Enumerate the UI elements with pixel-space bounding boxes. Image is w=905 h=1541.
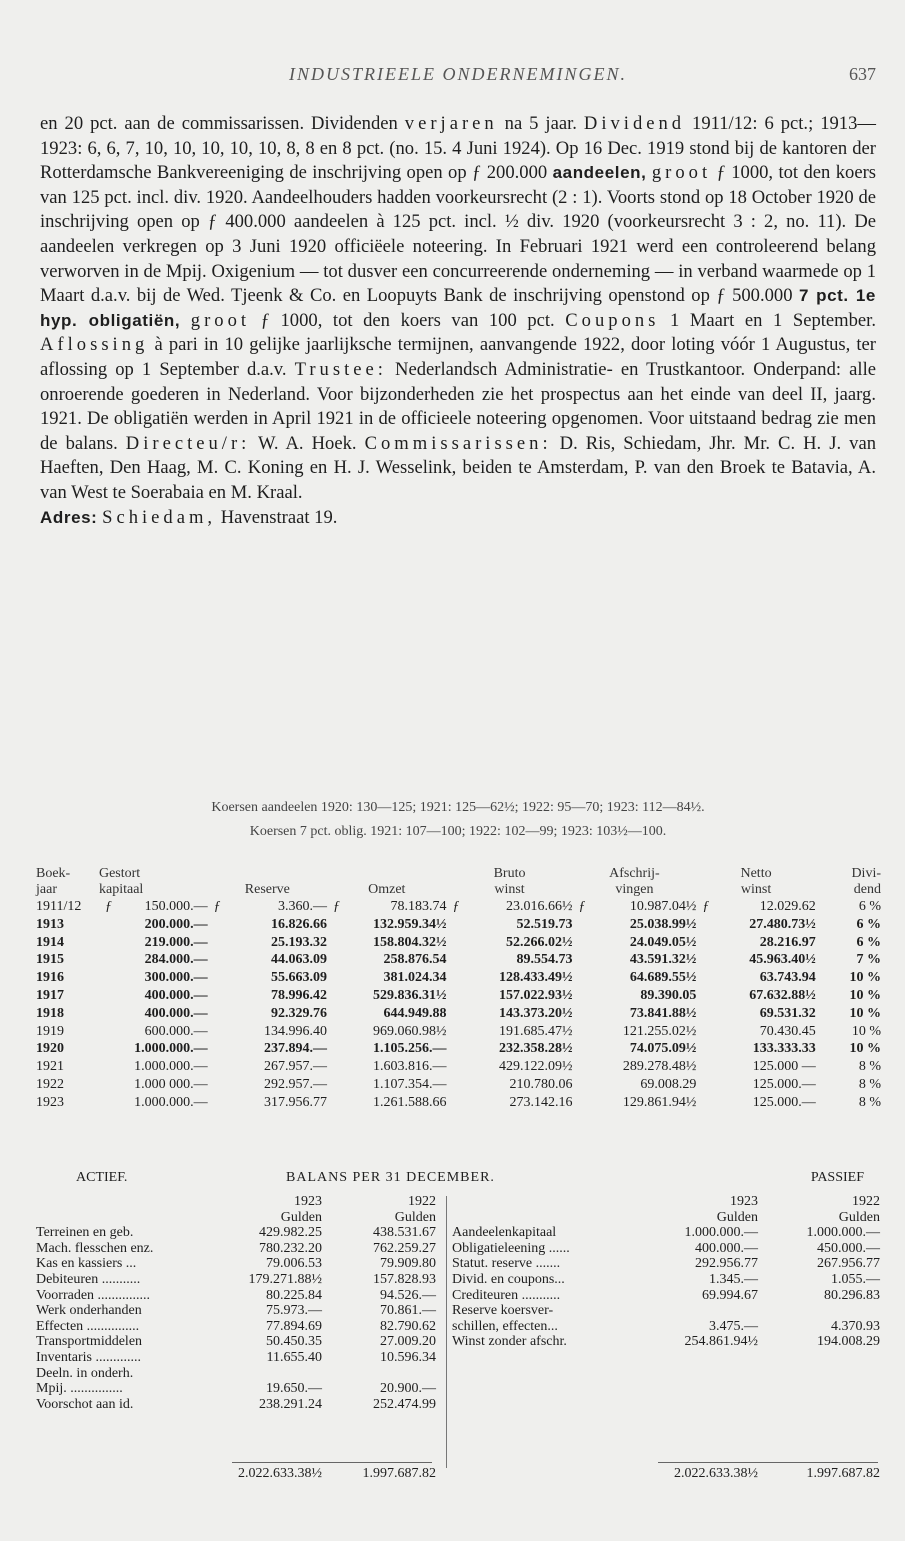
col-header-dividend: Divi- dend [851,866,881,897]
cell-florin-sign [573,1005,593,1023]
table-cell: 25.193.32 [271,934,328,950]
balance-value-1922: 450.000.— [817,1240,880,1256]
balance-value-1922: 762.259.27 [373,1240,436,1256]
table-cell: 8 % [858,1094,881,1110]
cell-florin-sign [208,1005,228,1023]
cell-florin-sign [696,1058,716,1076]
cell-florin-sign [573,934,593,952]
results-table [36,866,881,1112]
table-cell: 69.008.29 [640,1076,697,1092]
balance-value-1923: 179.271.88½ [248,1271,322,1287]
table-row [36,987,881,1005]
balance-value-1923: 238.291.24 [259,1396,322,1412]
col-header-boekjaar: Boek- jaar [36,866,71,897]
table-cell: 24.049.05½ [629,934,697,950]
table-cell: 300.000.— [144,970,208,986]
cell-boekjaar: 1914 [36,934,64,950]
table-cell: 158.804.32½ [373,934,447,950]
table-cell: 44.063.09 [271,952,328,968]
cell-florin-sign [327,1076,347,1094]
balance-value-1922: 1.055.— [831,1271,880,1287]
table-cell: 7 % [856,952,881,968]
balance-label: Obligatieleening ...... [452,1240,570,1256]
balance-value-1923: 19.650.— [266,1381,322,1397]
total-rule-passief [658,1462,878,1463]
table-cell: 317.956.77 [264,1094,328,1110]
table-cell: 6 % [856,934,881,950]
cell-florin-sign [327,969,347,987]
cell-florin-sign [327,1040,347,1058]
table-row [36,1076,881,1094]
table-cell: 134.996.40 [264,1023,328,1039]
cell-florin-sign [208,969,228,987]
table-cell: 128.433.49½ [499,970,573,986]
table-cell: 10 % [849,970,881,986]
balance-row [452,1272,880,1288]
table-cell: 600.000.— [144,1023,208,1039]
cell-florin-sign [573,987,593,1005]
balance-value-1922: 252.474.99 [373,1396,436,1412]
cell-florin-sign [447,934,467,952]
balance-title: BALANS PER 31 DECEMBER. [286,1170,495,1185]
table-cell: 125.000 — [752,1059,816,1075]
col-header-afschrijvingen: Afschrij- vingen [609,866,660,897]
balance-value-1923: 780.232.20 [259,1240,322,1256]
balance-value-1922: 20.900.— [380,1381,436,1397]
table-cell: 232.358.28½ [499,1041,573,1057]
balance-row [36,1350,436,1366]
cell-florin-sign [447,969,467,987]
cell-florin-sign [208,1040,228,1058]
table-cell: 125.000.— [752,1076,816,1092]
balance-row [452,1334,880,1350]
table-row [36,1005,881,1023]
balance-label: Inventaris ............. [36,1349,141,1365]
table-cell: 69.531.32 [759,1005,816,1021]
cell-florin-sign [208,987,228,1005]
cell-florin-sign [99,934,119,952]
balance-row [452,1241,880,1257]
cell-florin-sign [327,1005,347,1023]
balance-value-1922: 10.596.34 [380,1349,436,1365]
cell-florin-sign: ƒ [213,899,221,914]
cell-florin-sign: ƒ [702,899,710,914]
table-cell: 73.841.88½ [629,1005,697,1021]
cell-boekjaar: 1913 [36,916,64,932]
cell-florin-sign [327,1058,347,1076]
balance-value-1923: 1.345.— [709,1271,758,1287]
cell-florin-sign [447,1076,467,1094]
table-cell: 10 % [849,987,881,1003]
koersen-obligaties: Koersen 7 pct. oblig. 1921: 107—100; 1922: 102—99; 1923: 103½—100. [249,824,667,839]
table-cell: 6 % [856,916,881,932]
cell-florin-sign [208,1058,228,1076]
cell-florin-sign [208,1076,228,1094]
balance-value-1923: 50.450.35 [266,1334,322,1350]
cell-florin-sign: ƒ [333,899,341,914]
cell-florin-sign [696,1076,716,1094]
balance-value-1922: 79.909.80 [380,1256,436,1272]
col-header-reserve: Reserve [244,882,290,897]
company-description [40,112,876,530]
balance-value-1923: 1.000.000.— [684,1225,758,1241]
passief-label: PASSIEF [810,1170,864,1185]
cell-boekjaar: 1920 [36,1041,64,1057]
balance-row [36,1303,436,1319]
cell-florin-sign [573,1058,593,1076]
cell-florin-sign [327,1094,347,1112]
cell-florin-sign [447,987,467,1005]
table-cell: 78.996.42 [271,987,328,1003]
table-cell: 200.000.— [144,916,208,932]
cell-florin-sign [696,1094,716,1112]
balance-label: Winst zonder afschr. [452,1334,567,1350]
balance-value-1922: 157.828.93 [373,1271,436,1287]
balance-row [36,1288,436,1304]
table-cell: 92.329.76 [271,1005,328,1021]
cell-florin-sign [208,1023,228,1041]
table-cell: 289.278.48½ [622,1059,697,1075]
cell-florin-sign [327,916,347,934]
table-cell: 258.876.54 [383,952,447,968]
table-cell: 121.255.02½ [622,1023,697,1039]
cell-florin-sign [447,951,467,969]
obligatien-heading: 7 pct. 1e hyp. obligatiën, [40,286,876,330]
balance-value-1922: 4.370.93 [831,1318,880,1334]
cell-florin-sign [99,1094,119,1112]
table-cell: 52.266.02½ [506,934,573,950]
cell-florin-sign [447,1040,467,1058]
table-cell: 210.780.06 [509,1076,573,1092]
balance-value-1922: 94.526.— [380,1287,436,1303]
balance-value-1923: 400.000.— [695,1240,758,1256]
table-row [36,969,881,987]
table-cell: 125.000.— [752,1094,816,1110]
cell-florin-sign [99,1005,119,1023]
table-cell: 1.000.000.— [134,1059,208,1075]
cell-boekjaar: 1917 [36,987,64,1003]
balance-label: Werk onderhanden [36,1303,142,1319]
balance-row [452,1319,880,1335]
unit-header-row: Gulden Gulden [280,1209,436,1225]
table-cell: 132.959.34½ [373,916,447,932]
table-cell: 25.038.99½ [629,916,697,932]
balance-label: Statut. reserve ....... [452,1256,561,1272]
table-cell: 429.122.09½ [499,1059,573,1075]
cell-florin-sign [327,934,347,952]
balance-row [36,1241,436,1257]
balance-label: Divid. en coupons... [452,1271,565,1287]
table-row [36,934,881,952]
cell-florin-sign [696,1005,716,1023]
table-cell: 150.000.— [144,899,208,914]
cell-florin-sign [99,916,119,934]
table-cell: 1.000 000.— [134,1076,208,1092]
table-cell: 400.000.— [144,1005,208,1021]
cell-florin-sign [208,951,228,969]
cell-florin-sign [327,951,347,969]
table-cell: 1.603.816.— [373,1059,447,1075]
cell-boekjaar: 1915 [36,952,64,968]
page-number: 637 [849,64,876,84]
table-cell: 52.519.73 [516,916,573,932]
cell-florin-sign [327,987,347,1005]
balance-label: Voorraden ............... [36,1287,151,1303]
table-cell: 529.836.31½ [373,987,447,1003]
total-rule-actief [232,1462,432,1463]
cell-florin-sign [573,916,593,934]
cell-florin-sign [573,1094,593,1112]
cell-boekjaar: 1919 [36,1023,64,1039]
table-cell: 3.360.— [278,899,328,914]
col-header-omzet: Omzet [368,882,406,897]
table-cell: 1.000.000.— [134,1041,208,1057]
table-row [36,1023,881,1041]
table-cell: 16.826.66 [271,916,328,932]
cell-florin-sign [696,969,716,987]
table-cell: 12.029.62 [759,899,816,914]
col-header-netto: Netto winst [740,866,772,897]
cell-boekjaar: 1923 [36,1094,64,1110]
balance-value-1922: 1.000.000.— [806,1225,880,1241]
balance-value-1923: 69.994.67 [702,1287,758,1303]
table-cell: 89.554.73 [516,952,573,968]
year-header-row: 1923 1922 [294,1194,436,1209]
cell-boekjaar: 1921 [36,1059,64,1075]
table-row [36,1040,881,1058]
balance-label: Deeln. in onderh. [36,1365,134,1381]
table-cell: 644.949.88 [383,1005,447,1021]
total-actief: 2.022.633.38½ 1.997.687.82 [238,1466,436,1481]
balance-row [452,1225,880,1241]
table-cell: 400.000.— [144,987,208,1003]
balance-value-1922 [322,1366,436,1382]
cell-boekjaar: 1922 [36,1076,64,1092]
table-cell: 284.000.— [144,952,208,968]
table-cell: 74.075.09½ [629,1041,697,1057]
cell-florin-sign [327,1023,347,1041]
table-cell: 8 % [858,1076,881,1092]
table-cell: 45.963.40½ [749,952,816,968]
balance-row [36,1272,436,1288]
balance-value-1923: 11.655.40 [266,1349,322,1365]
unit-header-row: Gulden Gulden [716,1209,880,1225]
balance-value-1922: 70.861.— [380,1303,436,1319]
table-cell: 1.261.588.66 [373,1094,447,1110]
cell-florin-sign [696,934,716,952]
table-cell: 157.022.93½ [499,987,573,1003]
balance-value-1922: 27.009.20 [380,1334,436,1350]
cell-florin-sign [99,1076,119,1094]
table-cell: 10 % [849,1005,881,1021]
table-cell: 273.142.16 [509,1094,573,1110]
table-cell: 23.016.66½ [506,899,573,914]
koersen-aandeelen: Koersen aandeelen 1920: 130—125; 1921: 125—62½; 1922: 95—70; 1923: 112—84½. [211,800,705,815]
balance-row [36,1366,436,1382]
cell-florin-sign [696,916,716,934]
table-cell: 64.689.55½ [629,970,697,986]
table-cell: 381.024.34 [383,970,447,986]
balance-row [452,1303,880,1319]
table-row [36,916,881,934]
table-cell: 10.987.04½ [629,899,697,914]
table-cell: 133.333.33 [752,1041,816,1057]
cell-florin-sign [447,1094,467,1112]
balance-value-1922: 82.790.62 [380,1318,436,1334]
cell-florin-sign [573,1040,593,1058]
balance-row [36,1319,436,1335]
balance-value-1922 [758,1303,880,1319]
balance-label: Mpij. ............... [36,1381,123,1397]
balance-label: Aandeelenkapitaal [452,1225,557,1241]
running-header [40,64,876,92]
cell-florin-sign [573,951,593,969]
balance-value-1922: 438.531.67 [373,1225,436,1241]
table-cell: 27.480.73½ [749,916,816,932]
balance-row [36,1256,436,1272]
balance-label: Mach. flesschen enz. [36,1240,154,1256]
total-passief: 2.022.633.38½ 1.997.687.82 [674,1466,880,1481]
cell-florin-sign [573,1076,593,1094]
table-cell: 292.957.— [264,1076,328,1092]
column-divider [446,1196,447,1468]
cell-florin-sign [208,1094,228,1112]
table-row [36,1058,881,1076]
actief-label: ACTIEF. [76,1170,128,1185]
balance-label: Kas en kassiers ... [36,1256,137,1272]
balance-value-1923: 3.475.— [709,1318,758,1334]
table-cell: 237.894.— [264,1041,328,1057]
cell-florin-sign [573,1023,593,1041]
table-cell: 969.060.98½ [373,1023,447,1039]
balance-value-1923: 292.956.77 [695,1256,758,1272]
cell-florin-sign [447,916,467,934]
cell-florin-sign: ƒ [578,899,586,914]
balance-label: Transportmiddelen [36,1334,143,1350]
balance-value-1922: 80.296.83 [824,1287,880,1303]
cell-florin-sign [99,1040,119,1058]
table-cell: 10 % [849,1041,881,1057]
table-cell: 219.000.— [144,934,208,950]
table-header-row [36,866,881,898]
cell-florin-sign [99,969,119,987]
table-cell: 89.390.05 [640,987,697,1003]
table-cell: 143.373.20½ [499,1005,573,1021]
cell-florin-sign [99,987,119,1005]
table-cell: 1.105.256.— [373,1041,447,1057]
year-header-row: 1923 1922 [730,1194,880,1209]
address-label: Adres: [40,507,98,527]
cell-florin-sign [573,969,593,987]
col-header-kapitaal: Gestort kapitaal [98,866,144,897]
balance-value-1923: 77.894.69 [266,1318,322,1334]
table-cell: 67.632.88½ [749,987,816,1003]
balance-passief [452,1194,880,1350]
balance-row [36,1397,436,1413]
balance-label: Terreinen en geb. [36,1225,134,1241]
table-cell: 8 % [858,1059,881,1075]
table-row [36,898,881,916]
cell-florin-sign: ƒ [452,899,460,914]
cell-florin-sign [696,987,716,1005]
balance-actief [36,1194,436,1412]
balance-label: Crediteuren ........... [452,1287,561,1303]
balance-value-1923: 75.973.— [266,1303,322,1319]
balance-row [36,1225,436,1241]
table-cell: 70.430.45 [759,1023,816,1039]
balance-row [36,1334,436,1350]
table-cell: 267.957.— [264,1059,328,1075]
balance-row [452,1288,880,1304]
table-cell: 43.591.32½ [629,952,697,968]
cell-florin-sign: ƒ [104,899,112,914]
cell-florin-sign [208,916,228,934]
description-paragraph: en 20 pct. aan de commissarissen. Dividenden verjaren na 5 jaar. Dividend 1911/12: 6 pct.; 1913—1923: 6, 6, 7, 10, 10, 10, 10, 10, 8, 8 en 8 pct. (no. 15. 4 Juni 1924). Op 16 Dec. 1919 stond bij de kantoren der Rotterdamsche Bankvereeniging de inschrijving open op ƒ 200.000 aandeelen, groot ƒ 1000, tot den koers van 125 pct. incl. div. 1920. Aandeelhouders hadden voorkeursrecht (2 : 1). Voorts stond op 18 October 1920 de inschrijving open op ƒ 400.000 aandeelen à 125 pct. incl. ½ div. 1920 (voorkeursrecht 3 : 2, no. 11). De aandeelen verkregen op 3 Juni 1920 officiëele noteering. In Februari 1921 werd een controleerend belang verworven in de Mpij. Oxigenium — tot dusver een concurreerende onderneming — in verband waarmede op 1 Maart d.a.v. bij de Wed. Tjeenk & Co. en Loopuyts Bank de inschrijving openstond op ƒ 500.000 7 pct. 1e hyp. obligatiën, groot ƒ 1000, tot den koers van 100 pct. Coupons 1 Maart en 1 September. Aflossing à pari in 10 gelijke jaarlijksche termijnen, aanvangende 1922, door loting vóór 1 Augustus, ter aflossing op 1 September d.a.v. Trustee: Nederlandsch Administratie- en Trustkantoor. Onderpand: alle onroerende goederen in Nederland. Voor bijzonderheden zie het prospectus aan het einde van deel II, jaarg. 1921. De obligatiën werden in April 1921 in de officieele noteering opgenomen. Voor uitstaand bedrag zie men de balans. Directeu/r: W. A. Hoek. Commissarissen: D. Ris, Schiedam, Jhr. Mr. C. H. J. van Haeften, Den Haag, M. C. Koning en H. J. Wesselink, beiden te Amsterdam, P. van den Broek te Batavia, A. van West te Soerabaia en M. Kraal. [40,113,877,503]
table-cell: 63.743.94 [759,970,816,986]
cell-florin-sign [447,1005,467,1023]
cell-florin-sign [696,951,716,969]
table-row [36,951,881,969]
table-cell: 6 % [858,899,881,914]
cell-boekjaar: 1911/12 [36,899,82,914]
col-header-bruto: Bruto winst [493,866,526,897]
balance-label: Reserve koersver- [452,1303,554,1319]
balance-value-1923: 79.006.53 [266,1256,322,1272]
aandeelen-heading: aandeelen, [552,163,647,183]
balance-value-1923 [222,1366,322,1382]
table-row [36,1094,881,1112]
table-cell: 191.685.47½ [499,1023,573,1039]
balance-value-1923 [652,1303,758,1319]
balance-label: Voorschot aan id. [36,1396,134,1412]
balance-heading [36,1170,878,1190]
balance-label: schillen, effecten... [452,1318,558,1334]
balance-value-1923: 429.982.25 [259,1225,322,1241]
table-cell: 28.216.97 [759,934,816,950]
cell-boekjaar: 1916 [36,970,64,986]
table-cell: 1.000.000.— [134,1094,208,1110]
balance-label: Debiteuren ........... [36,1271,141,1287]
balance-row [36,1381,436,1397]
balance-label: Effecten ............... [36,1318,140,1334]
cell-florin-sign [696,1040,716,1058]
balance-value-1923: 80.225.84 [266,1287,322,1303]
table-cell: 10 % [851,1023,881,1039]
balance-value-1923: 254.861.94½ [684,1334,758,1350]
table-cell: 1.107.354.— [373,1076,447,1092]
cell-florin-sign [447,1023,467,1041]
table-cell: 55.663.09 [271,970,328,986]
balance-value-1922: 267.956.77 [817,1256,880,1272]
table-cell: 78.183.74 [390,899,447,914]
cell-florin-sign [447,1058,467,1076]
header-title: INDUSTRIEELE ONDERNEMINGEN. [289,64,627,84]
cell-florin-sign [208,934,228,952]
cell-boekjaar: 1918 [36,1005,64,1021]
table-cell: 129.861.94½ [622,1094,697,1110]
balance-row [452,1256,880,1272]
cell-florin-sign [99,1023,119,1041]
address-line: Adres: Schiedam, Havenstraat 19. [40,506,338,528]
cell-florin-sign [696,1023,716,1041]
cell-florin-sign [99,1058,119,1076]
cell-florin-sign [99,951,119,969]
balance-value-1922: 194.008.29 [817,1334,880,1350]
